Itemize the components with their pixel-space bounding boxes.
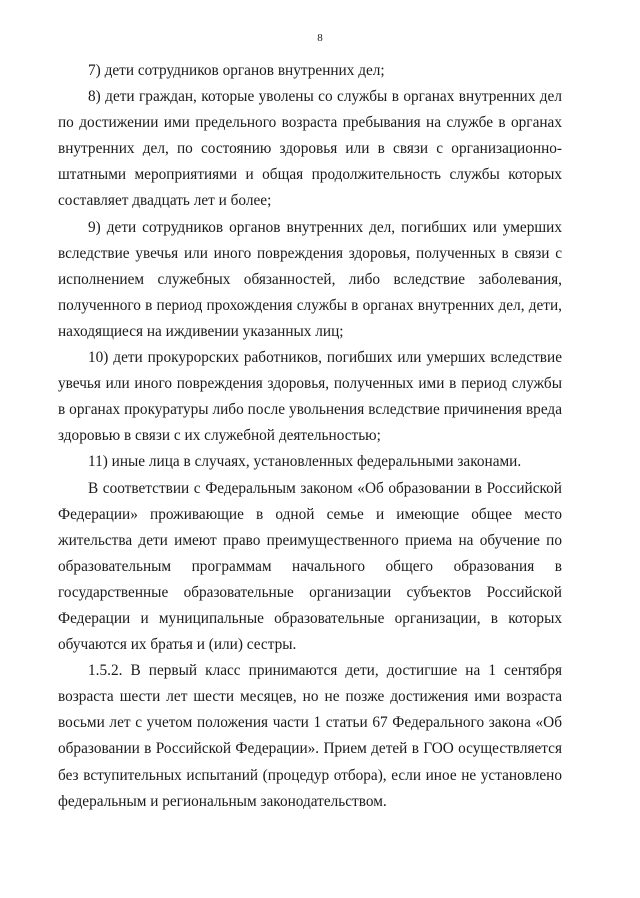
document-body [58, 58, 562, 815]
paragraph-item-7: 7) дети сотрудников органов внутренних дел; [88, 62, 385, 79]
paragraph-item-9: 9) дети сотрудников органов внутренних дел, погибших или умерших вследствие увечья или иного повреждения здоровья, полученных в связи с исполнением служебных обязанностей, либо вследствие заболевания, полученного в период прохождения службы в органах внутренних дел, дети, находящиеся на иждивении указанных лиц; [58, 218, 562, 340]
paragraph-1-5-2: 1.5.2. В первый класс принимаются дети, достигшие на 1 сентября возраста шести лет шести месяцев, но не позже достижения ими возраста восьми лет с учетом положения части 1 статьи 67 Федерального закона «Об образовании в Российской Федерации». Прием детей в ГОО осуществляется без вступительных испытаний (процедур отбора), если иное не установлено федеральным и региональным законодательством. [58, 662, 562, 810]
paragraph-siblings-priority: В соответствии с Федеральным законом «Об образовании в Российской Федерации» проживающие в одной семье и имеющие общее место жительства дети имеют право преимущественного приема на обучение по образовательным программам начального общего образования в государственные образовательные организации субъектов Российской Федерации и муниципальные образовательные организации, в которых обучаются их братья и (или) сестры. [58, 479, 562, 654]
page-number: 8 [317, 32, 323, 44]
paragraph-item-11: 11) иные лица в случаях, установленных федеральными законами. [88, 453, 522, 471]
paragraph-item-10: 10) дети прокурорских работников, погибших или умерших вследствие увечья или иного повреждения здоровья, полученных ими в период службы в органах прокуратуры либо после увольнения вследствие причинения вреда здоровью в связи с их служебной деятельностью; [58, 349, 562, 445]
paragraph-item-8: 8) дети граждан, которые уволены со службы в органах внутренних дел по достижении ими предельного возраста пребывания на службе в органах внутренних дел, по состоянию здоровья или в связи с организационно-штатными мероприятиями и общая продолжительность службы которых составляет двадцать лет и более; [58, 88, 562, 210]
